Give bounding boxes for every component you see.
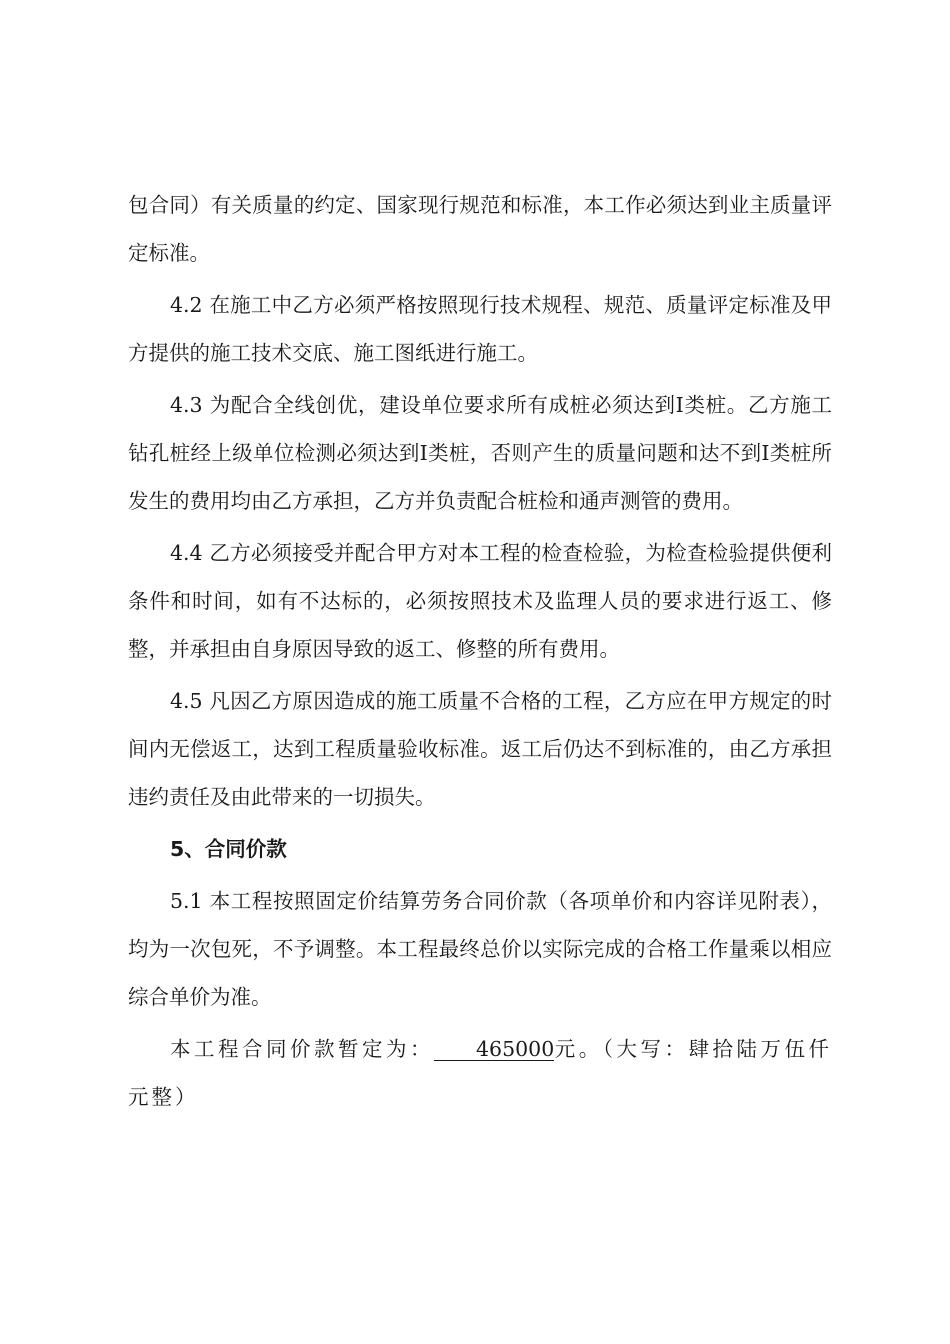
contract-price-suffix: 元。（大写：肆拾陆万伍仟元整）	[128, 1037, 833, 1109]
contract-price-amount: 465000	[434, 1038, 554, 1061]
paragraph-contract-price	[128, 1025, 832, 1121]
document-body	[128, 181, 832, 1125]
section-5-heading: 5、合同价款	[170, 837, 287, 861]
paragraph-quality-standard-continuation: 包合同）有关质量的约定、国家现行规范和标准，本工作必须达到业主质量评定标准。	[128, 193, 832, 265]
contract-price-prefix: 本工程合同价款暂定为：	[170, 1037, 434, 1061]
paragraph-5-1: 5.1 本工程按照固定价结算劳务合同价款（各项单价和内容详见附表），均为一次包死，不予调整。本工程最终总价以实际完成的合格工作量乘以相应综合单价为准。	[128, 889, 832, 1009]
paragraph-4-5: 4.5 凡因乙方原因造成的施工质量不合格的工程，乙方应在甲方规定的时间内无偿返工，达到工程质量验收标准。返工后仍达不到标准的，由乙方承担违约责任及由此带来的一切损失。	[128, 689, 832, 809]
paragraph-4-2: 4.2 在施工中乙方必须严格按照现行技术规程、规范、质量评定标准及甲方提供的施工技术交底、施工图纸进行施工。	[128, 293, 832, 365]
paragraph-4-3: 4.3 为配合全线创优，建设单位要求所有成桩必须达到Ⅰ类桩。乙方施工钻孔桩经上级单位检测必须达到Ⅰ类桩，否则产生的质量问题和达不到Ⅰ类桩所发生的费用均由乙方承担，乙方并负责配合桩检和通声测管的费用。	[128, 393, 832, 513]
paragraph-4-4: 4.4 乙方必须接受并配合甲方对本工程的检查检验，为检查检验提供便利条件和时间，如有不达标的，必须按照技术及监理人员的要求进行返工、修整，并承担由自身原因导致的返工、修整的所有费用。	[128, 541, 832, 661]
